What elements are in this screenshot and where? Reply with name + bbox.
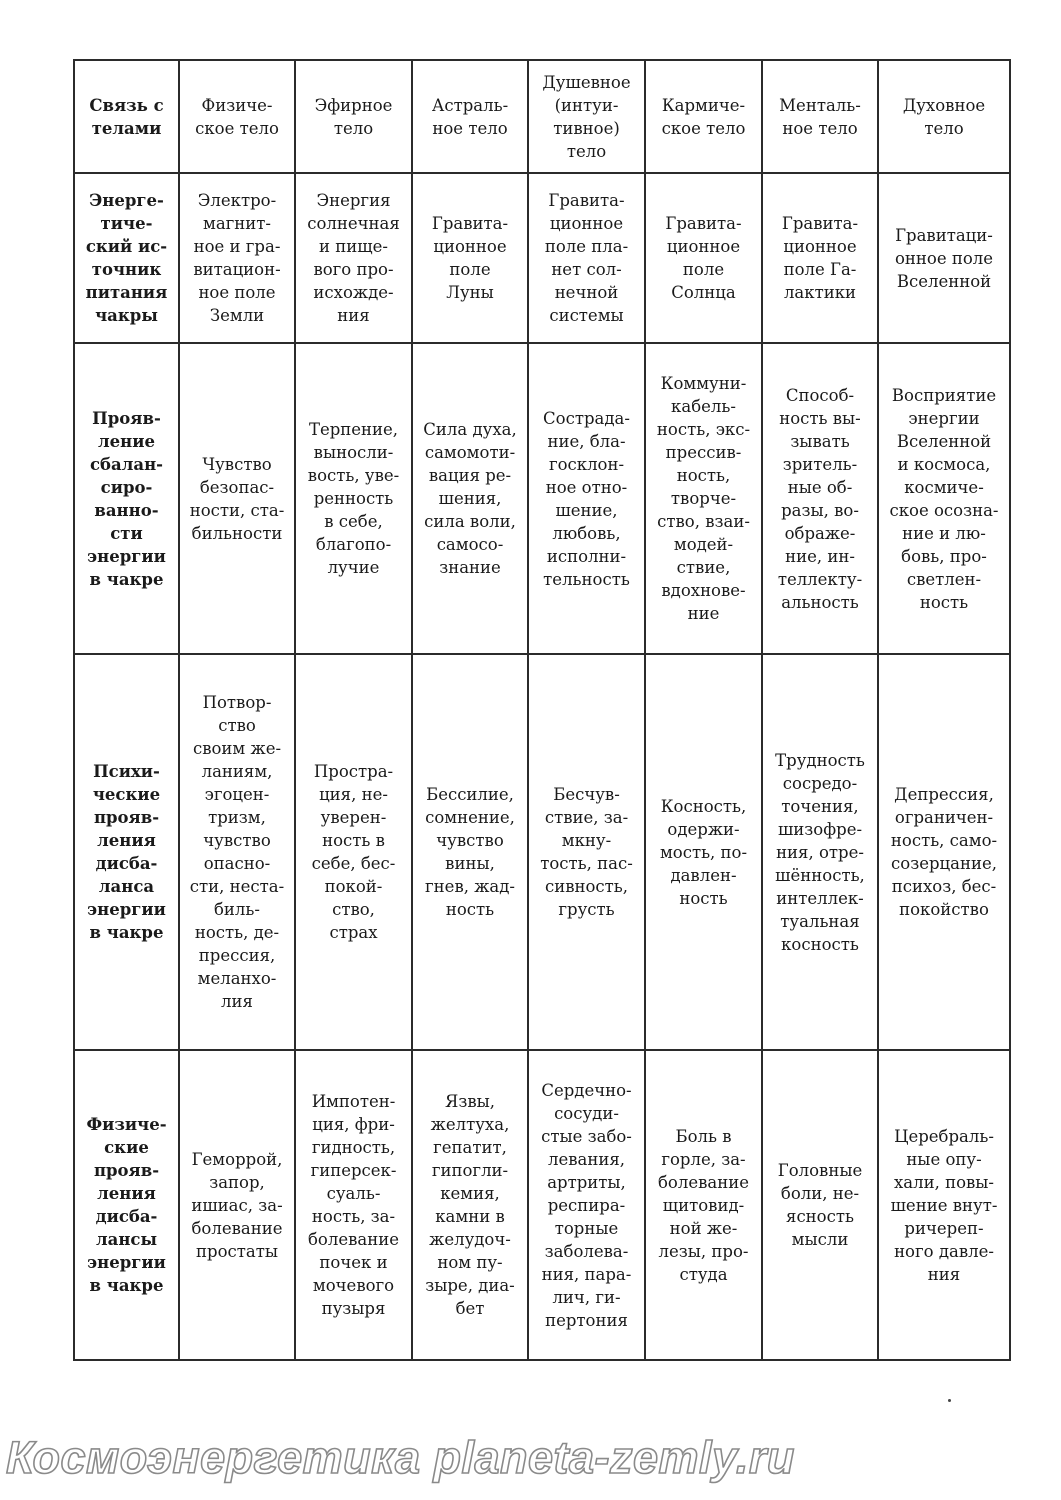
table-cell: Чувство безопас- ности, ста- бильности [179, 343, 295, 654]
table-cell: Восприятие энергии Вселенной и космоса, космиче- ское осозна- ние и лю- бовь, про- светлен- ность [878, 343, 1010, 654]
table-cell: Потвор- ство своим же- ланиям, эгоцен- тризм, чувство опасно- сти, неста- биль- ность, де- прессия, меланхо- лия [179, 654, 295, 1050]
row-header: Прояв- ление сбалан- сиро- ванно- сти энергии в чакре [74, 343, 179, 654]
table-cell: Гравитаци- онное поле Вселенной [878, 173, 1010, 343]
table-cell: Церебраль- ные опу- хали, повы- шение внут- ричереп- ного давле- ния [878, 1050, 1010, 1360]
table-cell: Головные боли, не- ясность мысли [762, 1050, 878, 1360]
column-header: Эфирное тело [295, 60, 412, 173]
table-cell: Сострада- ние, бла- госклон- ное отно- шение, любовь, исполни- тельность [528, 343, 645, 654]
table-header-row [74, 60, 1010, 173]
column-header: Физиче- ское тело [179, 60, 295, 173]
table-row [74, 343, 1010, 654]
row-header: Физиче- ские прояв- ления дисба- лансы энергии в чакре [74, 1050, 179, 1360]
column-header: Астраль- ное тело [412, 60, 528, 173]
table-cell: Боль в горле, за- болевание щитовид- ной же- лезы, про- студа [645, 1050, 762, 1360]
table-cell: Депрессия, ограничен- ность, само- созерцание, психоз, бес- покойство [878, 654, 1010, 1050]
table-cell: Гравита- ционное поле Луны [412, 173, 528, 343]
row-header: Психи- ческие прояв- ления дисба- ланса энергии в чакре [74, 654, 179, 1050]
table-row [74, 1050, 1010, 1360]
chakra-bodies-table [73, 59, 1011, 1361]
table-cell: Трудность сосредо- точения, шизофре- ния, отре- шённость, интеллек- туальная косность [762, 654, 878, 1050]
table-cell: Бессилие, сомнение, чувство вины, гнев, жад- ность [412, 654, 528, 1050]
column-header: Кармиче- ское тело [645, 60, 762, 173]
table-cell: Электро- магнит- ное и гра- витацион- ное поле Земли [179, 173, 295, 343]
table-cell: Сердечно- сосуди- стые забо- левания, артриты, респира- торные заболева- ния, пара- лич, ги- пертония [528, 1050, 645, 1360]
watermark: Космоэнергетика planeta-zemly.ru [6, 1432, 795, 1483]
row-header: Энерге- тиче- ский ис- точник питания чакры [74, 173, 179, 343]
table-cell: Сила духа, самомоти- вация ре- шения, сила воли, самосо- знание [412, 343, 528, 654]
table-row [74, 173, 1010, 343]
table-cell: Способ- ность вы- зывать зритель- ные об- разы, во- ображе- ние, ин- теллекту- альность [762, 343, 878, 654]
table-cell: Простра- ция, не- уверен- ность в себе, бес- покой- ство, страх [295, 654, 412, 1050]
table-cell: Язвы, желтуха, гепатит, гипогли- кемия, камни в желудоч- ном пу- зыре, диа- бет [412, 1050, 528, 1360]
table-cell: Гравита- ционное поле Солнца [645, 173, 762, 343]
column-header: Менталь- ное тело [762, 60, 878, 173]
table-row [74, 654, 1010, 1050]
table-cell: Геморрой, запор, ишиас, за- болевание простаты [179, 1050, 295, 1360]
table-cell: Бесчув- ствие, за- мкну- тость, пас- сивность, грусть [528, 654, 645, 1050]
table-cell: Гравита- ционное поле Га- лактики [762, 173, 878, 343]
column-header: Связь с телами [74, 60, 179, 173]
table-cell: Импотен- ция, фри- гидность, гиперсек- суаль- ность, за- болевание почек и мочевого пузыря [295, 1050, 412, 1360]
table-cell: Косность, одержи- мость, по- давлен- ность [645, 654, 762, 1050]
column-header: Душевное (интуи- тивное) тело [528, 60, 645, 173]
table-cell: Терпение, выносли- вость, уве- ренность в себе, благопо- лучие [295, 343, 412, 654]
table-cell: Коммуни- кабель- ность, экс- прессив- ность, творче- ство, взаи- модей- ствие, вдохнове- ние [645, 343, 762, 654]
speck [948, 1399, 951, 1402]
table-cell: Гравита- ционное поле пла- нет сол- нечной системы [528, 173, 645, 343]
column-header: Духовное тело [878, 60, 1010, 173]
table-cell: Энергия солнечная и пище- вого про- исхожде- ния [295, 173, 412, 343]
